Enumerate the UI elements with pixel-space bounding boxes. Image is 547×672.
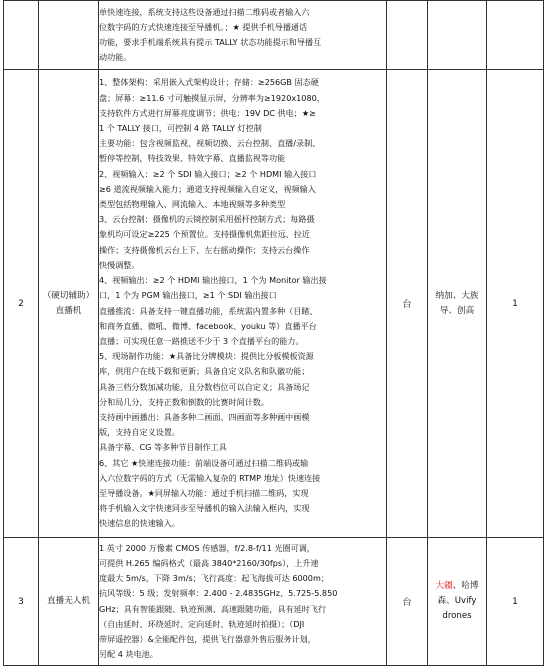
spec-line: 快速信息的快速输入。 (99, 518, 180, 529)
spec-line: 主要功能：包含视频监视、视频切换、云台控制、直播/录制、 (99, 138, 321, 149)
row-number: 2 (4, 70, 39, 538)
spec-line: 5、现场制作功能：★具备比分牌模块：提供比分板模板资源 (99, 351, 314, 362)
item-qty (487, 1, 544, 70)
item-name: 直播无人机 (39, 538, 99, 666)
spec-line: ≥6 道流视频输入能力；通道支持视频输入自定义，视频输入 (99, 183, 316, 194)
spec-line: 支持软件方式进行屏幕亮度调节；供电：19V DC 供电；★≥ (99, 107, 316, 118)
spec-line: GHz；具有智能跟随、轨迹预测、高速跟随功能，具有延时飞行 (99, 603, 327, 614)
spec-line: 1、整体架构：采用嵌入式架构设计；存储：≥256GB 固态硬 (99, 77, 319, 88)
item-spec (99, 538, 387, 666)
spec-line: 位数字码的方式快速连接至导播机。；★ 提供手机导播通话 (99, 21, 308, 32)
spec-line: 象机均可设定≥225 个预置位。支持摄像机焦距拉远、拉近 (99, 229, 310, 240)
spec-line: 4、视频输出：≥2 个 HDMI 输出接口，1 个为 Monitor 输出接 (99, 275, 327, 286)
spec-line: 直播；可实现任意一路推送不少于 3 个直播平台的能力。 (99, 335, 304, 346)
spec-line: 功能，要求手机端系统具有提示 TALLY 状态功能提示和导播互 (99, 37, 322, 47)
spec-line: 入六位数字码的方式（无需输入复杂的 RTMP 地址）快速连接 (99, 472, 321, 483)
spec-line: 3、云台控制：摄像机的云镜控制采用摇杆控制方式；每路摄 (99, 214, 315, 225)
spec-line: 可提供 H.265 编码格式（最高 3840*2160/30fps），上升速 (99, 557, 319, 568)
spec-line: 快慢调整。 (99, 259, 140, 270)
item-unit: 台 (387, 70, 428, 538)
spec-line: 库，供用户在线下载和更新；具备自定义队名和队徽功能； (99, 366, 310, 377)
table-row (4, 70, 544, 538)
item-brands (428, 538, 487, 666)
spec-line: 版，支持自定义设置。 (99, 427, 180, 438)
item-qty: 1 (487, 538, 544, 666)
spec-line: 另配 4 块电池。 (99, 649, 158, 660)
item-brands: 纳加、大族导、创高 (428, 70, 487, 538)
spec-table (3, 0, 544, 666)
spec-line: 具备三档分数加减功能，且分数档位可以自定义；具备场记 (99, 381, 310, 392)
spec-line: 2、视频输入：≥2 个 SDI 输入接口；≥2 个 HDMI 输入接口 (99, 168, 317, 179)
spec-line: 口，1 个为 PGM 输出接口，≥1 个 SDI 输出接口 (99, 290, 277, 301)
item-unit: 台 (387, 538, 428, 666)
spec-line: 盘；屏幕：≥11.6 寸可触摸显示屏，分辨率为≥1920x1080， (99, 92, 325, 103)
spec-line: 度最大 5m/s，下降 3m/s；飞行高度：起飞海拔可达 6000m； (99, 573, 329, 584)
spec-line: 1 个 TALLY 接口，可控制 4 路 TALLY 灯控制 (99, 123, 262, 134)
row-number (4, 1, 39, 70)
item-unit (387, 1, 428, 70)
item-spec (99, 1, 387, 70)
item-brands (428, 1, 487, 70)
spec-line: 至导播设备。★同屏输入功能：通过手机扫描二维码，实现 (99, 487, 309, 498)
item-qty: 1 (487, 70, 544, 538)
spec-line: 抗风等级：5 级；发射频率：2.400 - 2.4835GHz、5.725-5.850 (99, 588, 338, 599)
spec-line: 分和局几分，支持正数和倒数的比赛时间计数。 (99, 396, 269, 407)
spec-line: 带屏遥控器）&全能配件包，提供飞行器意外售后服务计划， (99, 633, 316, 644)
row-number: 3 (4, 538, 39, 666)
spec-line: 直播推流：具备支持一键直播功能，系统需内置多种（目睹、 (99, 305, 318, 316)
brand-rest: 、哈博森、Uvify drones (437, 581, 479, 621)
item-name: （硬切辅助）直播机 (39, 70, 99, 538)
spec-line: 具备字幕、CG 等多种节目制作工具 (99, 442, 227, 453)
spec-line: （自由延时、环绕延时、定向延时、轨迹延时拍摄）；（DJI (99, 618, 305, 629)
spec-line: 单快速连接，系统支持这些设备通过扫描二维码或者输入六 (99, 6, 310, 17)
table-row (4, 538, 544, 666)
spec-line: 支持画中画播出：具备多种二画面、四画面等多种画中画模 (99, 411, 310, 422)
spec-line: 操作；支持摄像机云台上下、左右摇动操作；支持云台操作 (99, 244, 310, 255)
spec-line: 暂停等控制，特技效果、特效字幕、直播监视等功能 (99, 153, 286, 164)
spec-line: 动功能。 (99, 52, 132, 63)
spec-line: 6、其它 ★快速连接功能：前端设备可通过扫描二维码或输 (99, 457, 309, 468)
brand-highlight: 大疆 (435, 581, 453, 591)
item-spec (99, 70, 387, 538)
spec-line: 和商务直播、微吼、微博、facebook、youku 等）直播平台 (99, 320, 317, 331)
item-name (39, 1, 99, 70)
table-row (4, 1, 544, 70)
spec-line: 1 英寸 2000 万像素 CMOS 传感器，f/2.8-f/11 光圈可调， (99, 542, 315, 553)
spec-line: 将手机输入文字快速同步至导播机的输入法输入框内，实现 (99, 503, 310, 514)
spec-line: 类型包括物理输入、网流输入、本地视频等多种类型 (99, 199, 286, 210)
